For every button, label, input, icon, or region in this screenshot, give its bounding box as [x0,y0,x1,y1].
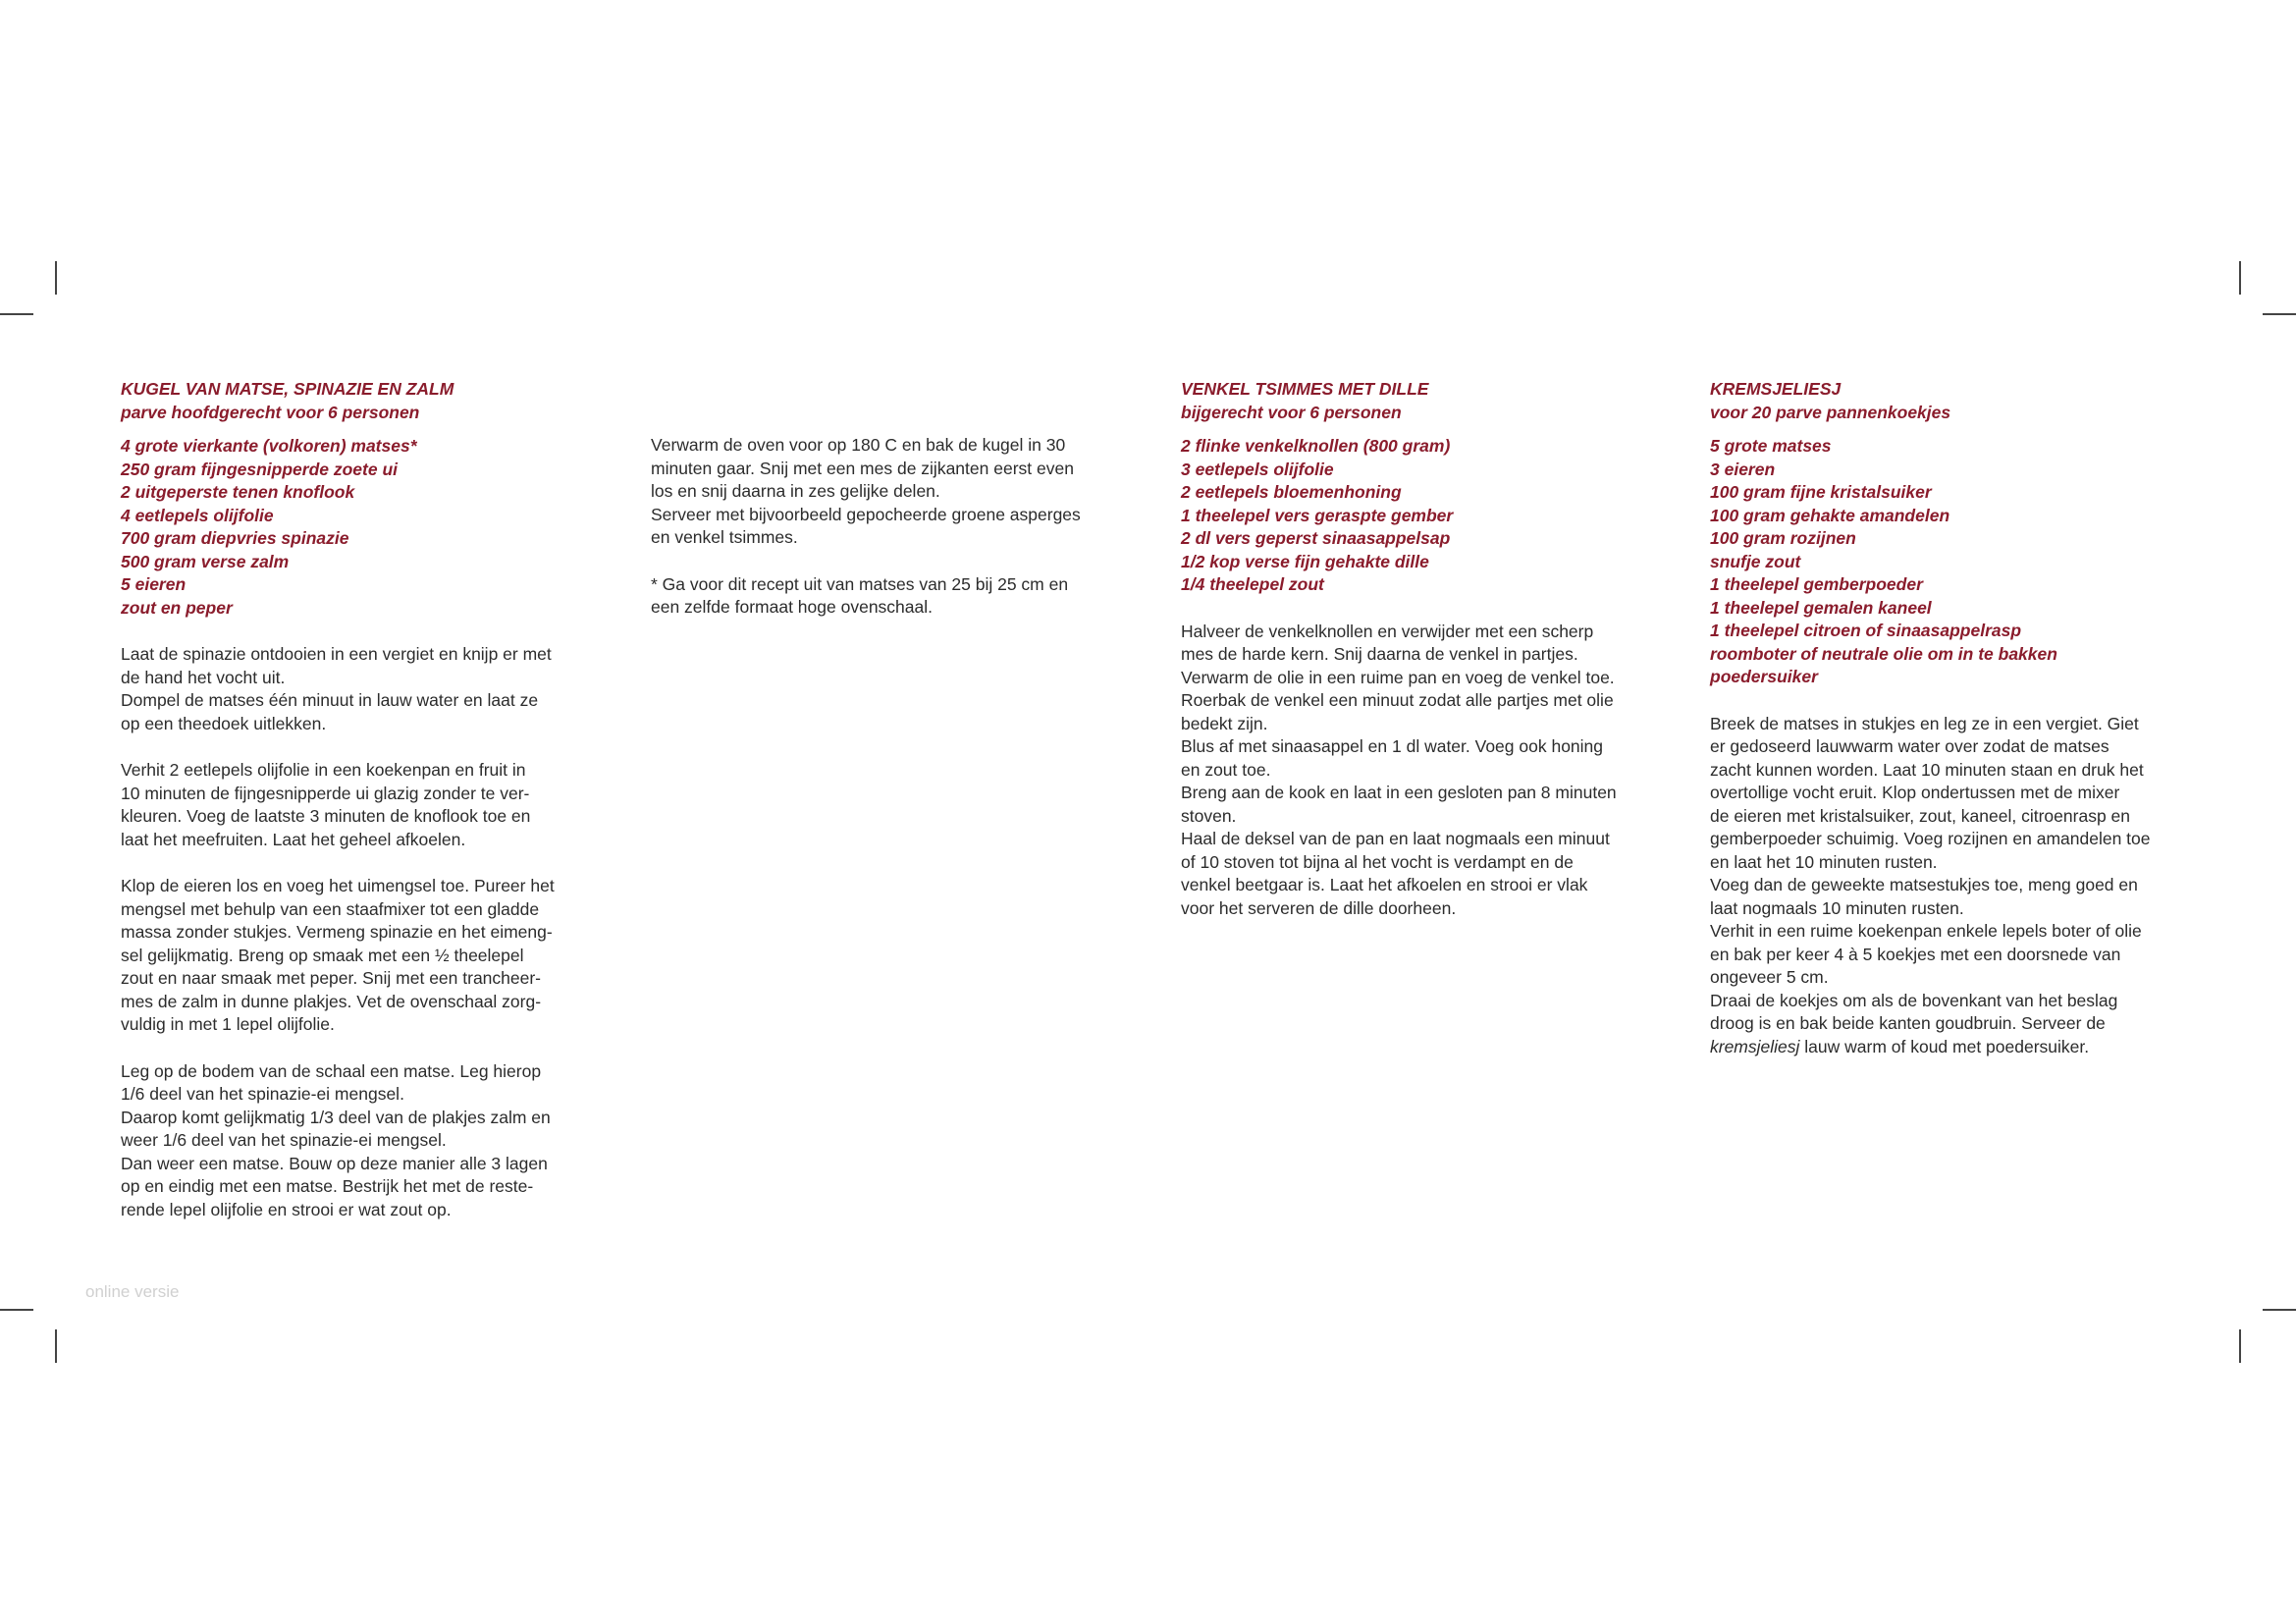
instruction-line: Breng aan de kook en laat in een gesloten pan 8 minuten [1181,783,1617,802]
instruction-line: Verhit in een ruime koekenpan enkele lepels boter of olie [1710,921,2142,941]
instruction-line: Klop de eieren los en voeg het uimengsel toe. Pureer het [121,876,555,895]
instruction-line: venkel beetgaar is. Laat het afkoelen en strooi er vlak [1181,875,1588,894]
instruction-line: Haal de deksel van de pan en laat nogmaals een minuut [1181,829,1610,848]
instruction-line: voor het serveren de dille doorheen. [1181,897,1457,918]
instruction-line: laat het meefruiten. Laat het geheel afkoelen. [121,829,466,849]
ingredient-list [121,435,592,620]
recipe-subtitle: parve hoofdgerecht voor 6 personen [121,402,420,422]
instruction-line: en venkel tsimmes. [651,527,798,547]
instruction-line: laat nogmaals 10 minuten rusten. [1710,897,1964,918]
instruction-line: Breek de matses in stukjes en leg ze in een vergiet. Giet [1710,713,2139,733]
recipe-kugel [121,378,592,1221]
recipe-venkel-tsimmes [1181,378,1652,920]
instruction-line: Dompel de matses één minuut in lauw water en laat ze [121,690,539,710]
instruction-line: de hand het vocht uit. [121,667,286,687]
instruction-line: bedekt zijn. [1181,713,1268,733]
instruction-line: 10 minuten de fijngesnipperde ui glazig zonder te ver- [121,783,530,803]
ingredient-item: 1 theelepel gemalen kaneel [1710,597,1932,618]
recipe-kugel-continued [651,434,1122,620]
instruction-line: droog is en bak beide kanten goudbruin. Serveer de [1710,1013,2106,1033]
closing-line [1710,1036,2181,1059]
instruction-line: Draai de koekjes om als de bovenkant van het beslag [1710,990,2118,1010]
instruction-line: mes de zalm in dunne plakjes. Vet de ovenschaal zorg- [121,991,542,1011]
instructions [121,643,592,1221]
instruction-line: op een theedoek uitlekken. [121,713,327,733]
instruction-line: rende lepel olijfolie en strooi er wat zout op. [121,1199,452,1219]
instruction-line: weer 1/6 deel van het spinazie-ei mengsel. [121,1130,447,1150]
instruction-line: massa zonder stukjes. Vermeng spinazie en het eimeng- [121,922,553,942]
crop-mark [55,1329,57,1363]
instructions [1710,713,2181,1036]
instruction-line: Verwarm de oven voor op 180 C en bak de kugel in 30 [651,435,1066,455]
instruction-line: los en snij daarna in zes gelijke delen. [651,481,940,501]
ingredient-item: 250 gram fijngesnipperde zoete ui [121,459,399,479]
instruction-line: ongeveer 5 cm. [1710,967,1829,987]
instructions [1181,621,1652,921]
ingredient-item: zout en peper [121,597,233,618]
instruction-line: Dan weer een matse. Bouw op deze manier alle 3 lagen [121,1153,548,1173]
instruction-line: zacht kunnen worden. Laat 10 minuten staan en druk het [1710,759,2144,780]
ingredient-item: 1/2 kop verse fijn gehakte dille [1181,551,1429,571]
instruction-line: mes de harde kern. Snij daarna de venkel in partjes. [1181,644,1578,664]
instruction-line: mengsel met behulp van een staafmixer tot een gladde [121,898,540,919]
instruction-line: en zout toe. [1181,759,1271,780]
instructions [651,434,1122,620]
crop-mark [0,313,33,315]
recipe-kremsjeliesj [1710,378,2181,1058]
instruction-line: er gedoseerd lauwwarm water over zodat de matses [1710,736,2109,756]
crop-mark [0,1309,33,1311]
ingredient-item: 5 grote matses [1710,436,1832,456]
instruction-line: en laat het 10 minuten rusten. [1710,851,1938,872]
recipe-subtitle: voor 20 parve pannenkoekjes [1710,402,1951,422]
instruction-line: stoven. [1181,805,1237,826]
instruction-line: vuldig in met 1 lepel olijfolie. [121,1014,335,1034]
instruction-line: en bak per keer 4 à 5 koekjes met een doorsnede van [1710,944,2121,964]
recipe-subtitle: bijgerecht voor 6 personen [1181,402,1402,422]
ingredient-item: 1 theelepel citroen of sinaasappelrasp [1710,621,2022,640]
crop-mark [2263,313,2296,315]
crop-mark [55,261,57,295]
ingredient-item: 2 uitgeperste tenen knoflook [121,482,355,502]
instruction-line: zout en naar smaak met peper. Snij met een trancheer- [121,968,542,988]
instruction-line: kleuren. Voeg de laatste 3 minuten de knoflook toe en [121,806,531,826]
instruction-line: 1/6 deel van het spinazie-ei mengsel. [121,1084,404,1104]
ingredient-item: 100 gram fijne kristalsuiker [1710,482,1932,502]
instruction-line: Blus af met sinaasappel en 1 dl water. Voeg ook honing [1181,736,1604,756]
instruction-line: Laat de spinazie ontdooien in een vergiet en knijp er met [121,644,552,664]
ingredient-item: 100 gram gehakte amandelen [1710,505,1950,525]
recipe-title: VENKEL TSIMMES MET DILLE [1181,379,1429,399]
instruction-line: Daarop komt gelijkmatig 1/3 deel van de plakjes zalm en [121,1107,551,1127]
ingredient-item: 3 eetlepels olijfolie [1181,459,1334,479]
ingredient-item: poedersuiker [1710,667,1818,686]
instruction-line: Leg op de bodem van de schaal een matse. Leg hierop [121,1060,542,1081]
instruction-line: Serveer met bijvoorbeeld gepocheerde groene asperges [651,504,1081,524]
instruction-line: gemberpoeder schuimig. Voeg rozijnen en amandelen toe [1710,829,2151,848]
recipe-title: KUGEL VAN MATSE, SPINAZIE EN ZALM [121,379,454,399]
recipe-title: KREMSJELIESJ [1710,379,1842,399]
ingredient-item: 4 eetlepels olijfolie [121,505,274,525]
crop-mark [2239,261,2241,295]
ingredient-item: snufje zout [1710,551,1801,571]
ingredient-item: 1/4 theelepel zout [1181,574,1324,594]
crop-mark [2239,1329,2241,1363]
ingredient-item: roomboter of neutrale olie om in te bakken [1710,643,2057,664]
instruction-line: sel gelijkmatig. Breng op smaak met een ½ theelepel [121,945,524,965]
instruction-line: of 10 stoven tot bijna al het vocht is verdampt en de [1181,851,1574,872]
ingredient-item: 2 flinke venkelknollen (800 gram) [1181,436,1451,456]
recipe-name-italic: kremsjeliesj [1710,1036,1800,1056]
closing-text: lauw warm of koud met poedersuiker. [1799,1036,2090,1056]
footer-label: online versie [85,1282,180,1301]
ingredient-item: 2 eetlepels bloemenhoning [1181,482,1402,502]
crop-mark [2263,1309,2296,1311]
ingredient-item: 100 gram rozijnen [1710,528,1856,548]
ingredient-item: 700 gram diepvries spinazie [121,528,349,548]
instruction-line: een zelfde formaat hoge ovenschaal. [651,597,933,617]
ingredient-item: 2 dl vers geperst sinaasappelsap [1181,528,1451,548]
ingredient-list [1710,435,2181,689]
ingredient-item: 4 grote vierkante (volkoren) matses* [121,436,417,456]
instruction-line: op en eindig met een matse. Bestrijk het met de reste- [121,1176,534,1196]
ingredient-item: 500 gram verse zalm [121,551,290,571]
instruction-line: Halveer de venkelknollen en verwijder met een scherp [1181,621,1594,641]
instruction-line: Verwarm de olie in een ruime pan en voeg de venkel toe. [1181,667,1615,687]
ingredient-list [1181,435,1652,597]
instruction-line: Verhit 2 eetlepels olijfolie in een koekenpan en fruit in [121,760,526,780]
ingredient-item: 3 eieren [1710,459,1776,479]
instruction-line: de eieren met kristalsuiker, zout, kaneel, citroenrasp en [1710,805,2130,826]
instruction-line: minuten gaar. Snij met een mes de zijkanten eerst even [651,458,1074,478]
instruction-line: Voeg dan de geweekte matsestukjes toe, meng goed en [1710,875,2138,894]
instruction-line: Roerbak de venkel een minuut zodat alle partjes met olie [1181,690,1614,710]
ingredient-item: 1 theelepel vers geraspte gember [1181,505,1454,525]
ingredient-item: 5 eieren [121,574,187,594]
instruction-line: * Ga voor dit recept uit van matses van 25 bij 25 cm en [651,573,1069,594]
instruction-line: overtollige vocht eruit. Klop ondertussen met de mixer [1710,783,2120,802]
ingredient-item: 1 theelepel gemberpoeder [1710,574,1923,594]
